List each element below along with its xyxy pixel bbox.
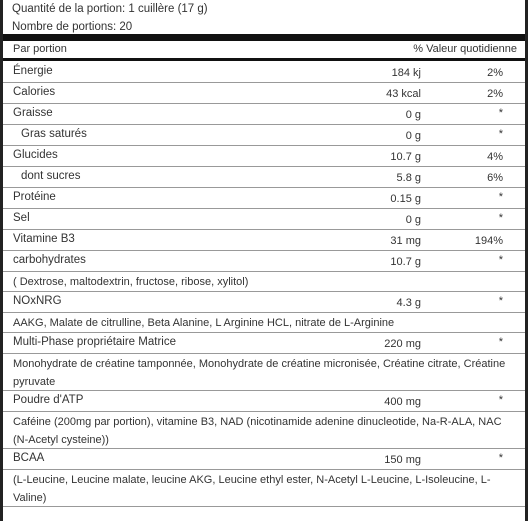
nutrient-row [3,188,525,208]
nutrient-dv: 4% [487,151,503,163]
nutrient-row [3,125,525,145]
ingredient-description [3,272,525,291]
nutrient-dv: * [498,452,503,464]
nutrient-amount: 0.15 g [390,193,421,205]
column-header-per-serving: Par portion [13,43,67,55]
nutrient-dv: * [498,295,503,307]
nutrient-name: Gras saturés [21,128,87,140]
nutrient-dv: 2% [487,88,503,100]
noxnrg-description: AAKG, Malate de citrulline, Beta Alanine, L Arginine HCL, nitrate de L-Arginine [13,317,395,329]
thick-divider [3,34,525,41]
nutrient-row [3,146,525,166]
serving-size: Quantité de la portion: 1 cuillère (17 g) [12,3,208,15]
nutrient-name: Multi-Phase propriétaire Matrice [13,336,176,348]
atp-description: Caféine (200mg par portion), vitamine B3, NAD (nicotinamide adenine dinucleotide, Na-R-ALA, NAC (N-Acetyl cysteine)) [13,416,502,446]
ingredient-description [3,313,525,332]
nutrient-dv: * [498,336,503,348]
nutrient-row [3,209,525,229]
nutrient-row [3,449,525,469]
nutrient-name: Énergie [13,65,53,77]
nutrient-row [3,104,525,124]
nutrient-amount: 220 mg [384,338,421,350]
nutrient-name: Graisse [13,107,53,119]
nutrient-row [3,230,525,250]
nutrient-name: dont sucres [21,170,81,182]
nutrient-row [3,333,525,353]
nutrient-row [3,251,525,271]
nutrient-amount: 0 g [405,130,421,142]
nutrient-name: Glucides [13,149,58,161]
nutrient-dv: * [498,128,503,140]
nutrient-name: carbohydrates [13,254,86,266]
nutrient-dv: * [498,191,503,203]
nutrient-amount: 43 kcal [386,88,421,100]
nutrient-amount: 5.8 g [396,172,421,184]
nutrient-row [3,292,525,312]
nutrient-amount: 10.7 g [390,151,421,163]
nutrient-name: Protéine [13,191,56,203]
ingredient-description [3,354,525,390]
nutrient-name: Vitamine B3 [13,233,75,245]
nutrient-dv: 6% [487,172,503,184]
nutrient-dv: 2% [487,67,503,79]
nutrient-amount: 0 g [405,109,421,121]
nutrient-name: Poudre d'ATP [13,394,84,406]
matrice-description: Monohydrate de créatine tamponnée, Monohydrate de créatine micronisée, Créatine citrate, Créatine pyruvate [13,358,506,388]
nutrient-amount: 4.3 g [396,297,421,309]
ingredient-description [3,470,525,506]
nutrient-name: Calories [13,86,56,98]
nutrient-row [3,391,525,411]
nutrient-dv: * [498,254,503,266]
nutrient-row [3,83,525,103]
bcaa-description: (L-Leucine, Leucine malate, leucine AKG, Leucine ethyl ester, N-Acetyl L-Leucine, L-Isoleucine, L-Valine) [13,474,491,504]
nutrient-amount: 0 g [405,214,421,226]
ingredient-description [3,412,525,448]
carbohydrates-description: ( Dextrose, maltodextrin, fructose, ribose, xylitol) [13,276,249,288]
column-header [3,41,525,59]
nutrient-dv: * [498,394,503,406]
servings-count: Nombre de portions: 20 [12,21,133,33]
nutrient-dv: * [498,107,503,119]
row-divider [3,506,525,507]
nutrient-dv: * [498,212,503,224]
nutrient-name: Sel [13,212,30,224]
nutrient-dv: 194% [474,235,503,247]
nutrient-amount: 150 mg [384,454,421,466]
nutrient-name: BCAA [13,452,45,464]
thin-divider [3,58,525,61]
nutrient-amount: 184 kj [391,67,421,79]
nutrient-amount: 10.7 g [390,256,421,268]
column-header-daily-value: % Valeur quotidienne [413,43,517,55]
nutrient-amount: 31 mg [390,235,421,247]
nutrient-name: NOxNRG [13,295,62,307]
nutrient-row [3,167,525,187]
nutrient-row [3,62,525,82]
nutrient-amount: 400 mg [384,396,421,408]
